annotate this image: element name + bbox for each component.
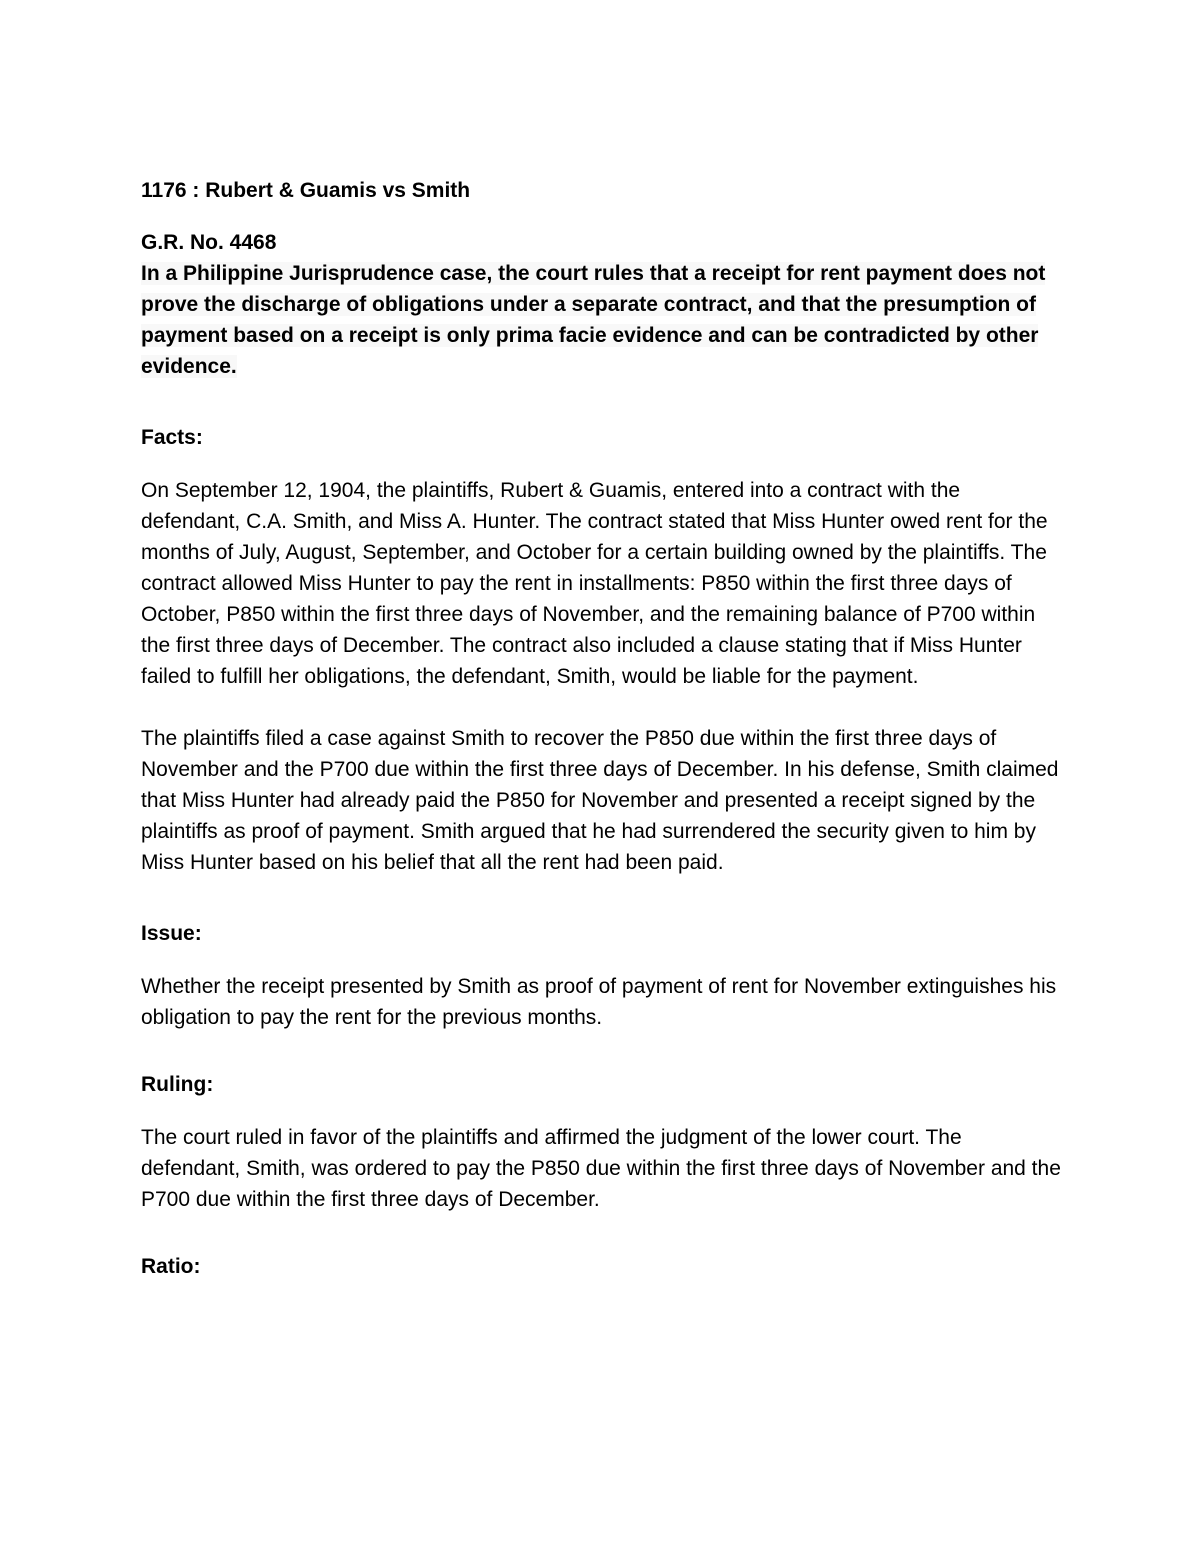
ratio-heading: Ratio: — [141, 1255, 201, 1278]
ruling-heading: Ruling: — [141, 1073, 214, 1096]
document-title: 1176 : Rubert & Guamis vs Smith — [141, 179, 471, 202]
document-page — [141, 175, 1071, 1282]
facts-paragraph-1: On September 12, 1904, the plaintiffs, Rubert & Guamis, entered into a contract with the defendant, C.A. Smith, and Miss A. Hunter. The contract stated that Miss Hunter owed rent for the months of July, August, September, and October for a certain building owned by the plaintiffs. The contract allowed Miss Hunter to pay the rent in installments: P850 within the first three days of October, P850 within the first three days of November, and the remaining balance of P700 within the first three days of December. The contract also included a clause stating that if Miss Hunter failed to fulfill her obligations, the defendant, Smith, would be liable for the payment. — [141, 479, 1048, 688]
issue-paragraph: Whether the receipt presented by Smith as proof of payment of rent for November extinguishes his obligation to pay the rent for the previous months. — [141, 975, 1057, 1029]
case-summary-text: In a Philippine Jurisprudence case, the court rules that a receipt for rent payment does not prove the discharge of obligations under a separate contract, and that the presumption of payment based on a receipt is only prima facie evidence and can be contradicted by other evidence. — [141, 262, 1046, 378]
ruling-paragraph: The court ruled in favor of the plaintiffs and affirmed the judgment of the lower court. The defendant, Smith, was ordered to pay the P850 due within the first three days of November and the P700 due within the first three days of December. — [141, 1126, 1061, 1211]
issue-heading: Issue: — [141, 922, 202, 945]
facts-paragraph-2: The plaintiffs filed a case against Smith to recover the P850 due within the first three days of November and the P700 due within the first three days of December. In his defense, Smith claimed that Miss Hunter had already paid the P850 for November and presented a receipt signed by the plaintiffs as proof of payment. Smith argued that he had surrendered the security given to him by Miss Hunter based on his belief that all the rent had been paid. — [141, 727, 1059, 874]
case-number: G.R. No. 4468 — [141, 231, 277, 254]
case-summary — [141, 258, 1056, 382]
facts-heading: Facts: — [141, 426, 203, 449]
